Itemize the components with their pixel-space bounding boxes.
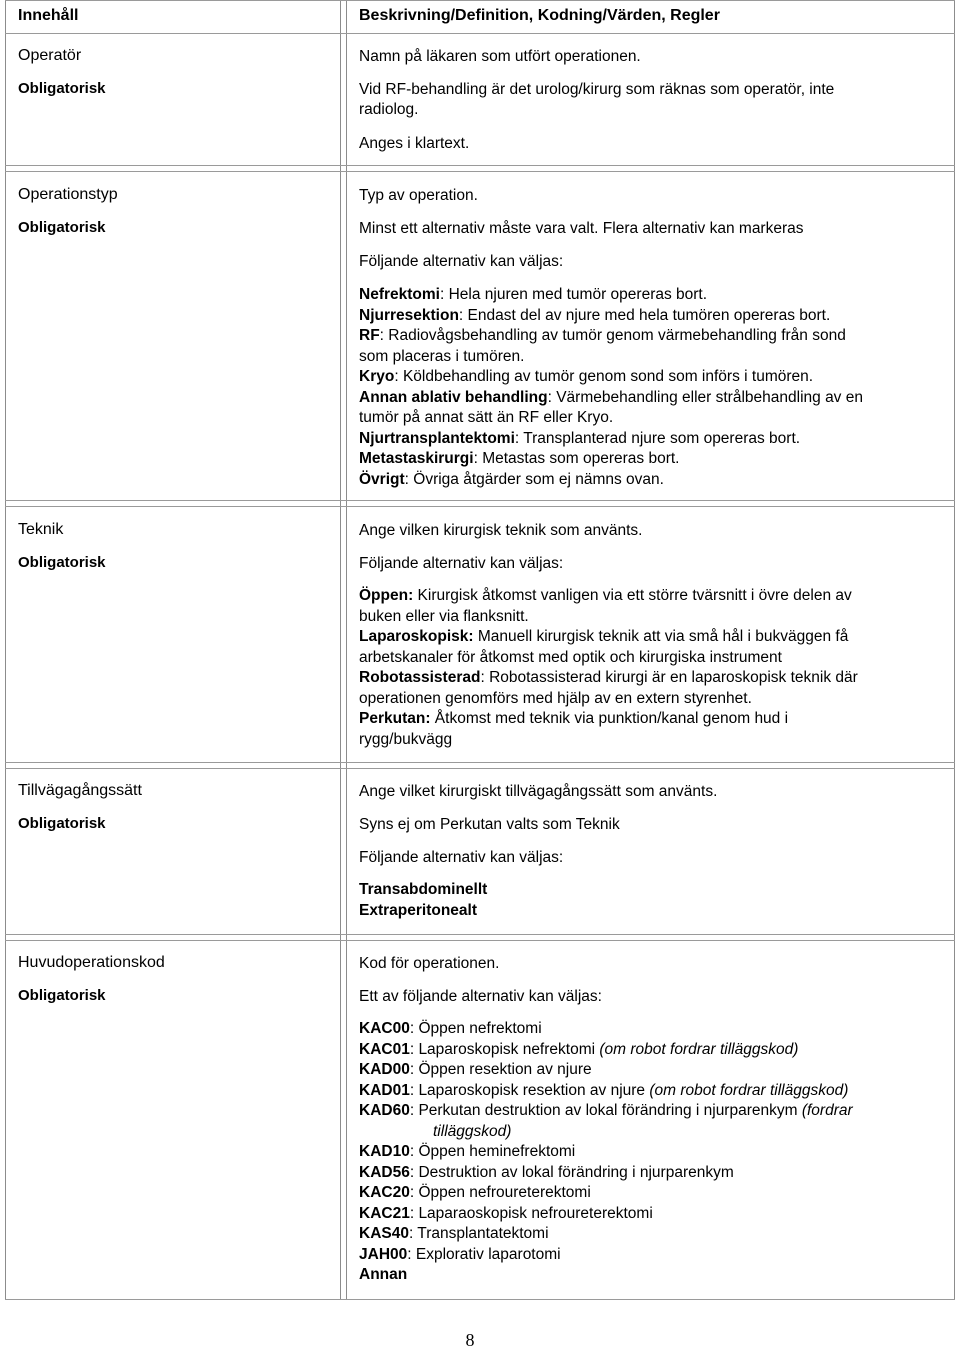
operator-line: Vid RF-behandling är det urolog/kirurg som räknas som operatör, inte: [359, 81, 835, 98]
code-row: JAH00: Explorativ laparotomi: [359, 1245, 561, 1263]
tillvagagangssatt-line: Syns ej om Perkutan valts som Teknik: [359, 816, 620, 833]
row-divider: [5, 171, 955, 172]
row-title-teknik: Teknik: [18, 521, 64, 538]
row-title-operationstyp: Operationstyp: [18, 186, 118, 203]
code-row: KAC00: Öppen nefrektomi: [359, 1020, 542, 1037]
option-njurresektion: Njurresektion: Endast del av njure med hela tumören opereras bort.: [359, 306, 831, 324]
option-perkutan-cont: rygg/bukvägg: [359, 730, 453, 748]
table-border-right: [954, 0, 955, 1300]
option-oppen-cont: buken eller via flanksnitt.: [359, 607, 529, 625]
huvudoperationskod-line: Kod för operationen.: [359, 955, 500, 972]
code-row-continuation: tilläggskod): [433, 1122, 512, 1140]
code-row: KAD00: Öppen resektion av njure: [359, 1061, 592, 1078]
operationstyp-options: [359, 285, 863, 490]
row-divider: [5, 768, 955, 769]
row-title-operator: Operatör: [18, 47, 82, 64]
tillvagagangssatt-options: [359, 880, 487, 921]
operator-line: radiolog.: [359, 101, 419, 118]
option-njurtransplantektomi: Njurtransplantektomi: Transplanterad njure som opereras bort.: [359, 429, 801, 447]
option-robotassisterad: Robotassisterad: Robotassisterad kirurgi är en laparoskopisk teknik där: [359, 669, 858, 686]
column-divider: [346, 0, 347, 1300]
header-content: Innehåll: [18, 7, 79, 24]
option-nefrektomi: Nefrektomi: Hela njuren med tumör opereras bort.: [359, 286, 708, 303]
option-kryo: Kryo: Köldbehandling av tumör genom sond som införs i tumören.: [359, 368, 814, 385]
operationstyp-line: Minst ett alternativ måste vara valt. Flera alternativ kan markeras: [359, 220, 804, 237]
table-border-left: [5, 0, 6, 1300]
column-divider: [340, 0, 341, 1300]
option-rf: RF: Radiovågsbehandling av tumör genom värmebehandling från sond: [359, 327, 846, 344]
row-divider: [5, 165, 955, 166]
option-rf-cont: som placeras i tumören.: [359, 347, 525, 365]
option-metastaskirurgi: Metastaskirurgi: Metastas som opereras bort.: [359, 450, 680, 467]
option-robotassisterad-cont: operationen genomförs med hjälp av en extern styrenhet.: [359, 689, 752, 707]
code-row: Annan: [359, 1266, 408, 1283]
teknik-line: Följande alternativ kan väljas:: [359, 555, 564, 572]
row-divider: [5, 940, 955, 941]
row-status-teknik: Obligatorisk: [18, 554, 106, 571]
option-annan-ablativ-cont: tumör på annat sätt än RF eller Kryo.: [359, 409, 614, 426]
code-row: KAD56: Destruktion av lokal förändring i njurparenkym: [359, 1163, 734, 1181]
row-divider: [5, 506, 955, 507]
code-row: KAD60: Perkutan destruktion av lokal förändring i njurparenkym (fordrar: [359, 1102, 853, 1119]
row-divider: [5, 500, 955, 501]
code-row: KAS40: Transplantatektomi: [359, 1225, 549, 1242]
row-title-huvudoperationskod: Huvudoperationskod: [18, 954, 165, 971]
option-extraperitonealt: Extraperitonealt: [359, 901, 478, 919]
operationstyp-line: Följande alternativ kan väljas:: [359, 253, 564, 270]
code-row: KAD10: Öppen heminefrektomi: [359, 1143, 576, 1160]
operator-line: Anges i klartext.: [359, 135, 470, 152]
operation-code-list: [359, 1019, 853, 1286]
code-row: KAC01: Laparoskopisk nefrektomi (om robot fordrar tilläggskod): [359, 1040, 799, 1058]
row-status-huvudoperationskod: Obligatorisk: [18, 987, 106, 1004]
operator-line: Namn på läkaren som utfört operationen.: [359, 48, 641, 65]
row-divider: [5, 33, 955, 34]
page-number: 8: [465, 1330, 475, 1350]
code-row: KAC21: Laparaoskopisk nefroureterektomi: [359, 1204, 653, 1222]
row-status-tillvagagangssatt: Obligatorisk: [18, 815, 106, 832]
code-row: KAC20: Öppen nefroureterektomi: [359, 1184, 591, 1201]
option-laparoskopisk: Laparoskopisk: Manuell kirurgisk teknik att via små hål i bukväggen få: [359, 628, 849, 645]
row-status-operationstyp: Obligatorisk: [18, 219, 106, 236]
row-status-operator: Obligatorisk: [18, 80, 106, 97]
option-laparoskopisk-cont: arbetskanaler för åtkomst med optik och kirurgiska instrument: [359, 648, 782, 666]
header-description: Beskrivning/Definition, Kodning/Värden, Regler: [359, 7, 720, 24]
option-annan-ablativ: Annan ablativ behandling: Värmebehandling eller strålbehandling av en: [359, 388, 863, 406]
teknik-line: Ange vilken kirurgisk teknik som använts.: [359, 522, 643, 539]
code-row: KAD01: Laparoskopisk resektion av njure (om robot fordrar tilläggskod): [359, 1081, 849, 1099]
option-ovrigt: Övrigt: Övriga åtgärder som ej nämns ovan.: [359, 470, 664, 488]
huvudoperationskod-line: Ett av följande alternativ kan väljas:: [359, 988, 602, 1005]
option-perkutan: Perkutan: Åtkomst med teknik via punktion/kanal genom hud i: [359, 710, 789, 727]
option-transabdominellt: Transabdominellt: [359, 881, 488, 898]
row-title-tillvagagangssatt: Tillvägagångssätt: [18, 782, 142, 799]
tillvagagangssatt-line: Följande alternativ kan väljas:: [359, 849, 564, 866]
tillvagagangssatt-line: Ange vilket kirurgiskt tillvägagångssätt som använts.: [359, 783, 718, 800]
operationstyp-line: Typ av operation.: [359, 187, 478, 204]
teknik-options: [359, 586, 858, 750]
table-border-top: [5, 0, 955, 1]
option-oppen: Öppen: Kirurgisk åtkomst vanligen via ett större tvärsnitt i övre delen av: [359, 587, 852, 604]
table-border-bottom: [5, 1299, 955, 1300]
row-divider: [5, 762, 955, 763]
row-divider: [5, 934, 955, 935]
